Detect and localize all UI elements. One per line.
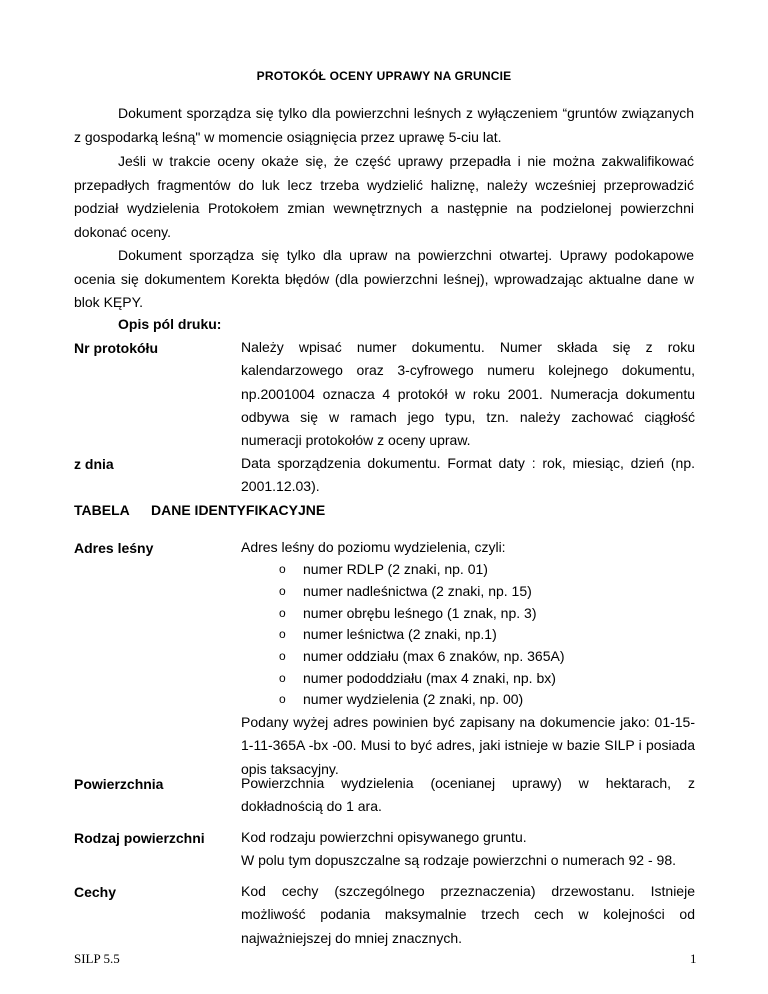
adres-outro: Podany wyżej adres powinien być zapisany na dokumencie jako: 01-15-1-11-365A -bx -00. Musi to być adres, jaki istnieje w bazie SILP i posiada opis taksacyjny. — [241, 714, 695, 777]
intro-text-3: Dokument sporządza się tylko dla upraw na powierzchni otwartej. Uprawy podokapowe ocenia się dokumentem Korekta błędów (dla powierzchni leśnej), wprowadzając aktualne dane w blok KĘPY. — [74, 247, 694, 310]
desc-adres-lesny — [241, 536, 695, 781]
desc-rodzaj-powierzchni — [241, 826, 695, 873]
bullet-icon: o — [279, 627, 286, 642]
label-powierzchnia: Powierzchnia — [74, 776, 164, 792]
bullet-icon: o — [279, 670, 286, 685]
document-title: PROTOKÓŁ OCENY UPRAWY NA GRUNCIE — [256, 69, 512, 83]
list-item: o numer pododdziału (max 4 znaki, np. bx) — [279, 668, 695, 690]
intro-text-2: Jeśli w trakcie oceny okaże się, że część uprawy przepadła i nie można zakwalifikować przepadłych fragmentów do luk lecz trzeba wydzielić haliznę, należy wcześniej przeprowadzić podział wydzielenia Protokołem zmian wewnętrznych a następnie na podzielonej powierzchni dokonać oceny. — [74, 153, 694, 240]
label-z-dnia: z dnia — [74, 456, 114, 472]
intro-paragraph-3 — [74, 244, 694, 315]
bullet-icon: o — [279, 562, 286, 577]
rodzaj-line-2: W polu tym dopuszczalne są rodzaje powierzchni o numerach 92 - 98. — [241, 852, 676, 869]
list-item: o numer RDLP (2 znaki, np. 01) — [279, 559, 695, 581]
label-cechy: Cechy — [74, 884, 117, 900]
bullet-icon: o — [279, 583, 286, 598]
list-item: o numer obrębu leśnego (1 znak, np. 3) — [279, 603, 695, 625]
intro-text-1: Dokument sporządza się tylko dla powierzchni leśnych z wyłączeniem “gruntów związanych z gospodarką leśną" w momencie osiągnięcia przez uprawę 5-ciu lat. — [74, 105, 694, 145]
bullet-icon: o — [279, 605, 286, 620]
list-item: o numer nadleśnictwa (2 znaki, np. 15) — [279, 581, 695, 603]
fields-section-heading: Opis pól druku: — [118, 316, 222, 332]
adres-list — [241, 559, 695, 711]
table-heading — [74, 502, 325, 518]
intro-paragraph-2 — [74, 150, 694, 244]
table-name: DANE IDENTYFIKACYJNE — [151, 502, 326, 518]
bullet-icon: o — [279, 692, 286, 707]
bullet-icon: o — [279, 649, 286, 664]
page-number: 1 — [690, 951, 697, 966]
desc-powierzchnia: Powierzchnia wydzielenia (ocenianej uprawy) w hektarach, z dokładnością do 1 ara. — [241, 775, 695, 815]
list-item: o numer oddziału (max 6 znaków, np. 365A) — [279, 646, 695, 668]
desc-z-dnia: Data sporządzenia dokumentu. Format daty : rok, miesiąc, dzień (np. 2001.12.03). — [241, 455, 695, 495]
label-nr-protokolu: Nr protokółu — [74, 340, 158, 356]
rodzaj-line-1: Kod rodzaju powierzchni opisywanego gruntu. — [241, 829, 527, 845]
desc-nr-protokolu: Należy wpisać numer dokumentu. Numer składa się z roku kalendarzowego oraz 3-cyfrowego numeru kolejnego dokumentu, np.2001004 oznacza 4 protokół w roku 2001. Numeracja dokumentu odbywa się w ramach jego typu, tzn. należy zachować ciągłość numeracji protokołów z oceny upraw. — [241, 339, 695, 449]
label-adres-lesny: Adres leśny — [74, 540, 154, 556]
intro-paragraph-1 — [74, 102, 694, 149]
adres-intro: Adres leśny do poziomu wydzielenia, czyli: — [241, 539, 506, 555]
list-item: o numer leśnictwa (2 znaki, np.1) — [279, 624, 695, 646]
list-item: o numer wydzielenia (2 znaki, np. 00) — [279, 689, 695, 711]
label-rodzaj-powierzchni: Rodzaj powierzchni — [74, 830, 205, 846]
table-label: TABELA — [74, 502, 130, 518]
desc-cechy: Kod cechy (szczególnego przeznaczenia) drzewostanu. Istnieje możliwość podania maksymalnie trzech cech w kolejności od najważniejszej do mniej znacznych. — [241, 883, 695, 946]
footer-version: SILP 5.5 — [74, 951, 120, 966]
